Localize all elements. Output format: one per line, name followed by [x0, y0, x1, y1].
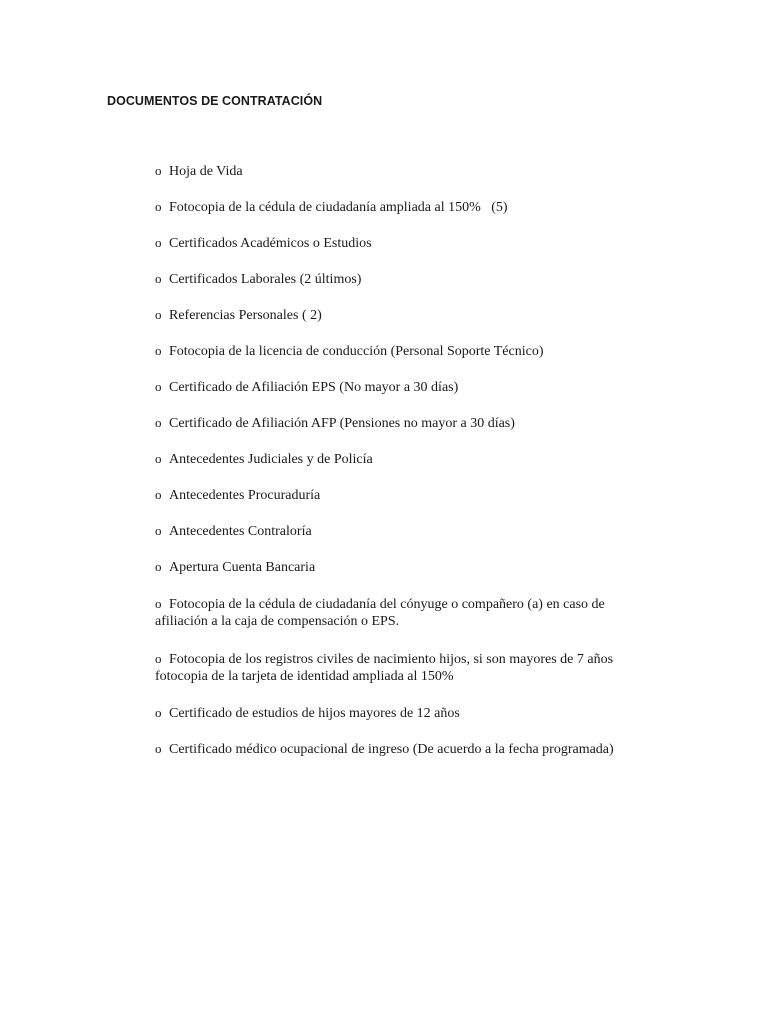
list-item-text-line2: afiliación a la caja de compensación o EPS.	[155, 614, 400, 629]
bullet-marker: o	[155, 415, 162, 430]
list-item-text: Certificado médico ocupacional de ingreso (De acuerdo a la fecha programada)	[169, 742, 614, 757]
list-item	[155, 486, 320, 505]
list-item	[155, 198, 508, 217]
bullet-marker: o	[155, 163, 162, 178]
bullet-marker: o	[155, 651, 162, 666]
list-item	[155, 306, 322, 325]
bullet-marker: o	[155, 596, 162, 611]
list-item	[155, 740, 614, 759]
bullet-marker: o	[155, 451, 162, 466]
bullet-marker: o	[155, 235, 162, 250]
list-item	[155, 522, 312, 541]
list-item-text: Fotocopia de la licencia de conducción (Personal Soporte Técnico)	[169, 344, 544, 359]
list-item-text: Certificados Laborales (2 últimos)	[169, 272, 362, 287]
list-item-text: Certificado de Afiliación AFP (Pensiones no mayor a 30 días)	[169, 416, 515, 431]
bullet-marker: o	[155, 271, 162, 286]
list-item-text-line1: Fotocopia de la cédula de ciudadanía del cónyuge o compañero (a) en caso de	[169, 597, 605, 612]
list-item-text: Fotocopia de la cédula de ciudadanía ampliada al 150% (5)	[169, 200, 508, 215]
list-item-text: Certificado de estudios de hijos mayores de 12 años	[169, 706, 460, 721]
list-item-text: Certificado de Afiliación EPS (No mayor a 30 días)	[169, 380, 459, 395]
bullet-marker: o	[155, 379, 162, 394]
list-item-wrapped	[155, 595, 605, 614]
list-item-text-line1: Fotocopia de los registros civiles de nacimiento hijos, si son mayores de 7 años	[169, 652, 614, 667]
list-item	[155, 558, 315, 577]
list-item	[155, 342, 544, 361]
list-item	[155, 704, 460, 723]
bullet-marker: o	[155, 307, 162, 322]
list-item	[155, 270, 361, 289]
list-item	[155, 414, 515, 433]
list-item-text: Antecedentes Procuraduría	[169, 488, 321, 503]
list-item-wrapped	[155, 650, 613, 669]
list-item-text: Antecedentes Contraloría	[169, 524, 312, 539]
list-item	[155, 162, 243, 181]
page-title: DOCUMENTOS DE CONTRATACIÓN	[107, 94, 323, 108]
list-item	[155, 450, 373, 469]
bullet-marker: o	[155, 523, 162, 538]
list-item	[155, 378, 458, 397]
list-item-text: Hoja de Vida	[169, 164, 243, 179]
bullet-marker: o	[155, 487, 162, 502]
bullet-marker: o	[155, 559, 162, 574]
bullet-marker: o	[155, 199, 162, 214]
bullet-marker: o	[155, 343, 162, 358]
list-item	[155, 234, 372, 253]
list-item-continuation	[155, 668, 454, 686]
list-item-continuation	[155, 613, 399, 631]
list-item-text: Referencias Personales ( 2)	[169, 308, 322, 323]
bullet-marker: o	[155, 705, 162, 720]
list-item-text-line2: fotocopia de la tarjeta de identidad ampliada al 150%	[155, 669, 454, 684]
list-item-text: Apertura Cuenta Bancaria	[169, 560, 316, 575]
bullet-marker: o	[155, 741, 162, 756]
list-item-text: Certificados Académicos o Estudios	[169, 236, 372, 251]
list-item-text: Antecedentes Judiciales y de Policía	[169, 452, 373, 467]
